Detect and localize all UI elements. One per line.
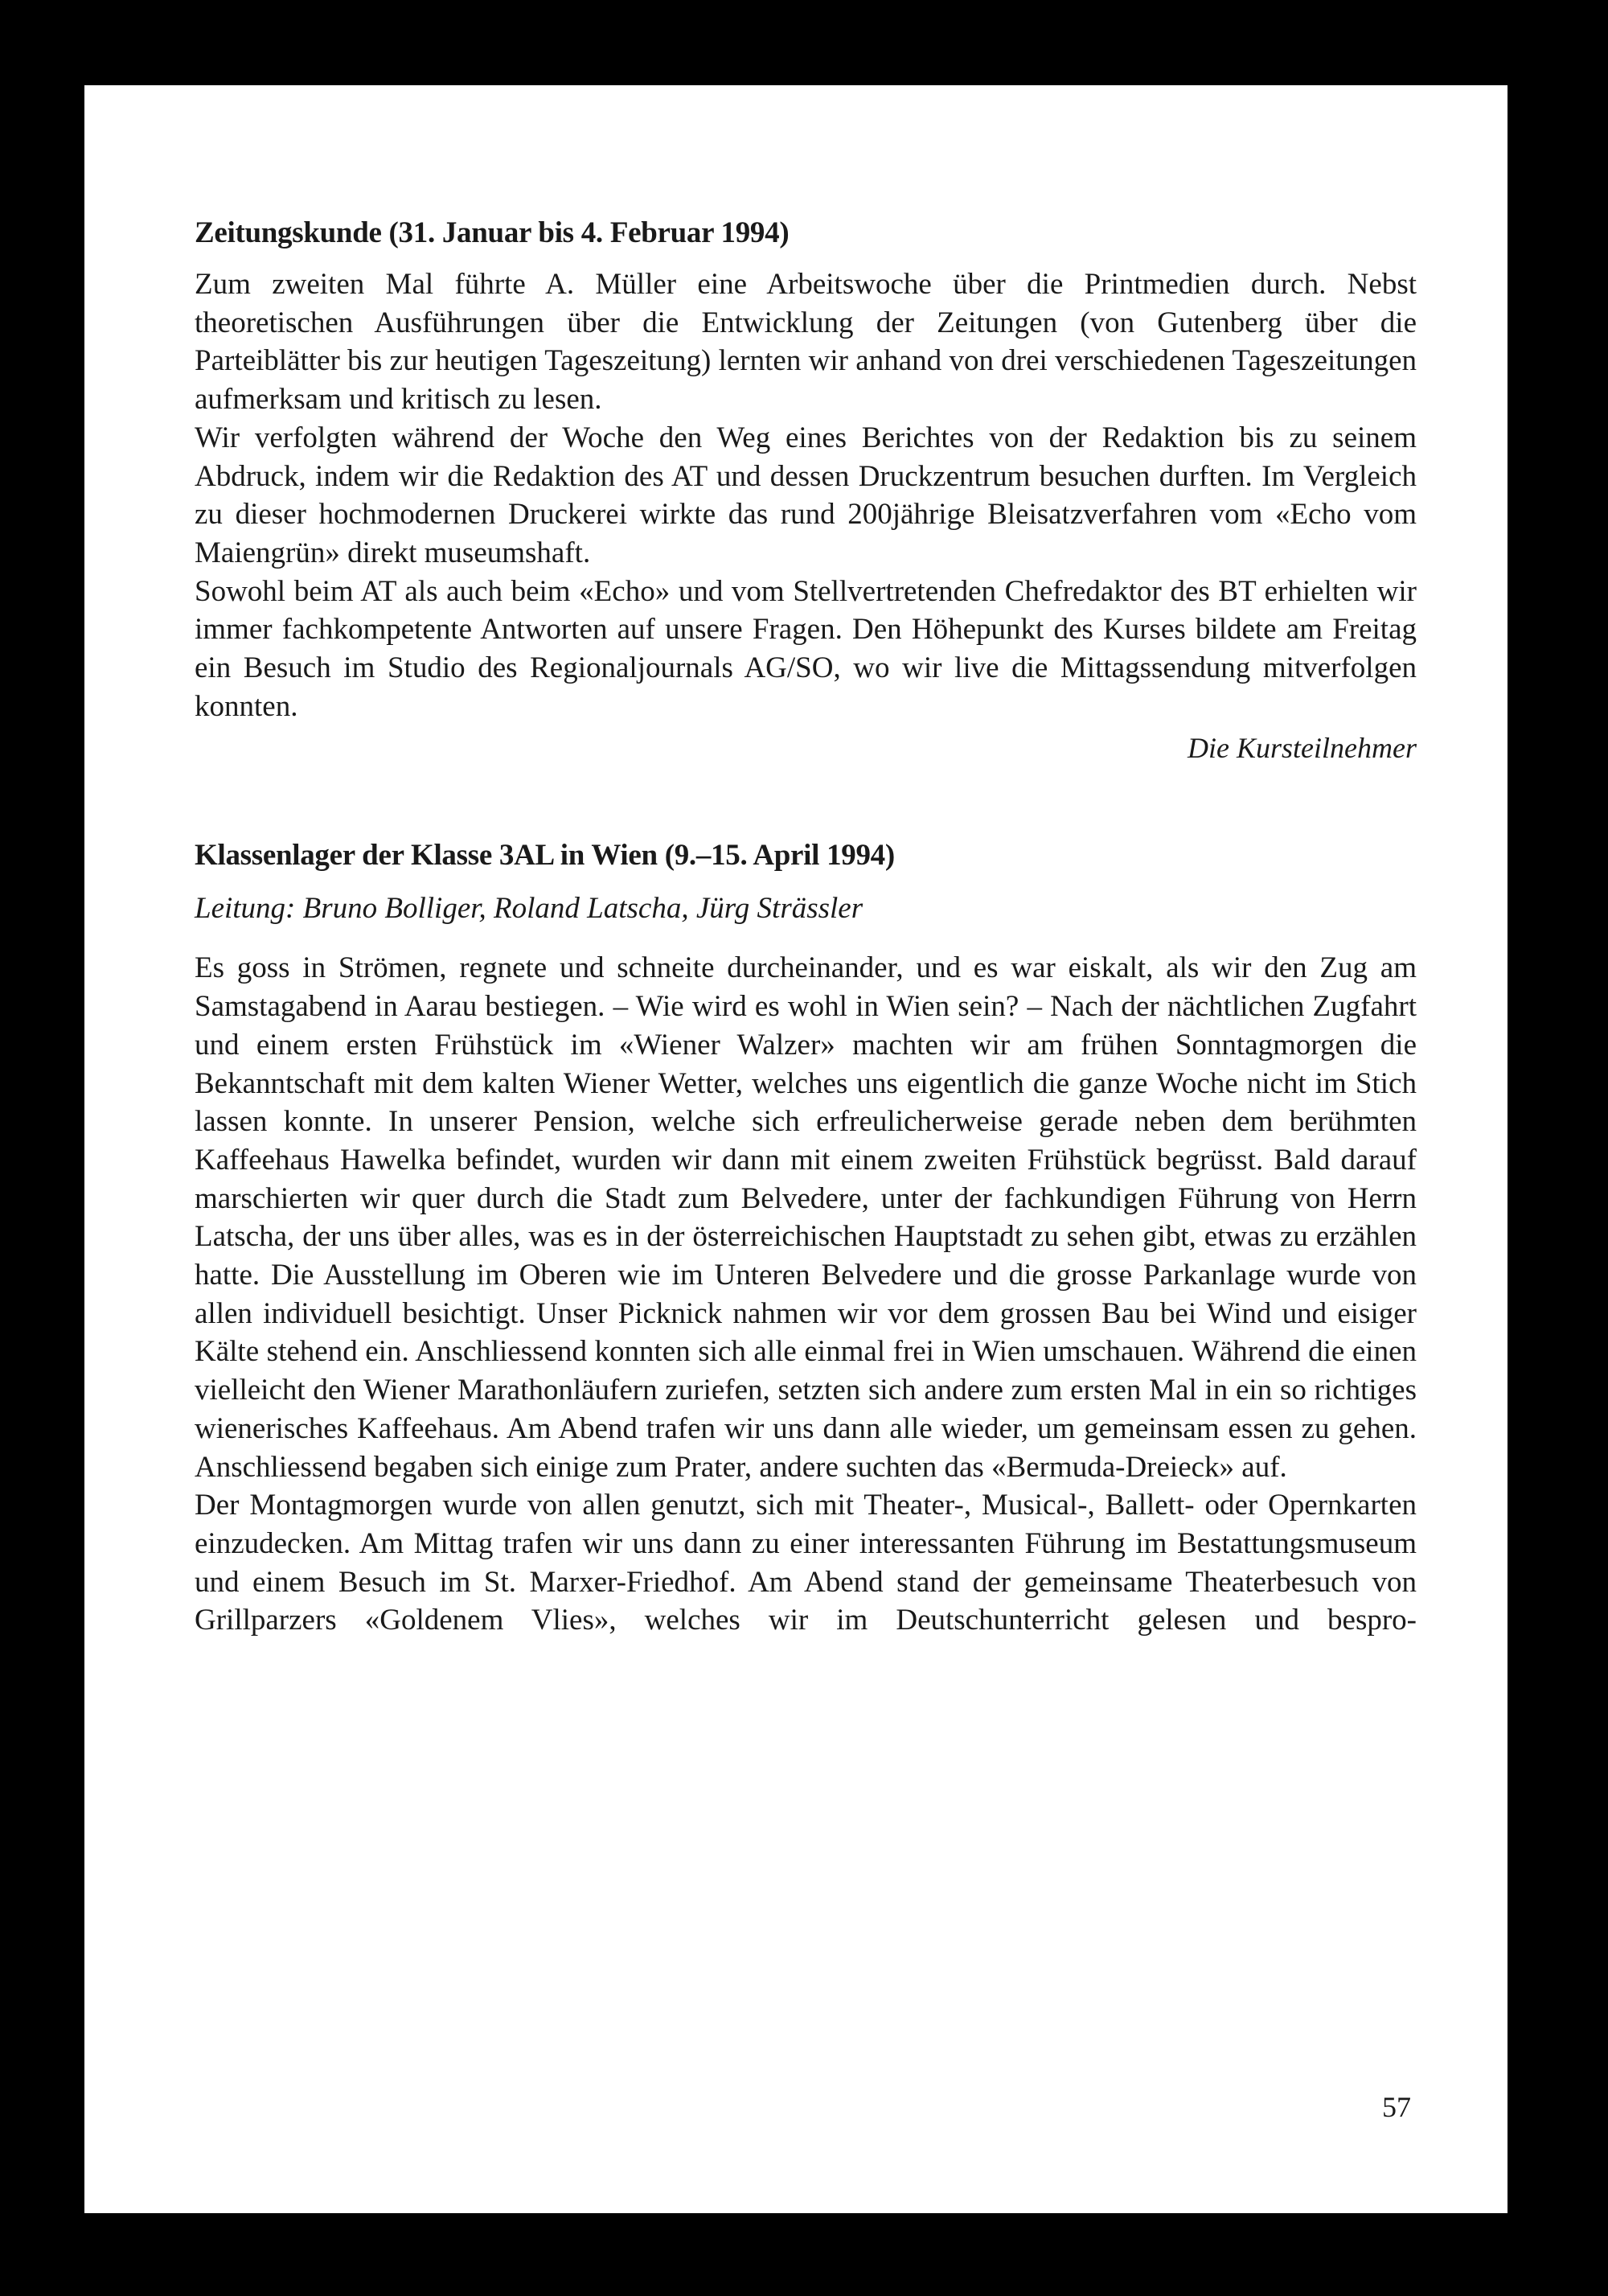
paragraph: Wir verfolgten während der Woche den Weg eines Berichtes von der Redaktion bis zu seinem Abdruck, indem wir die Redaktion des AT und dessen Druckzentrum besuchen durften. Im Vergleich zu dieser hochmodernen Druckerei wirkte das rund 200jährige Bleisatzverfahren vom «Echo vom Maiengrün» direkt museumshaft.: [195, 421, 1417, 569]
page-number: 57: [1382, 2091, 1411, 2123]
document-page: [84, 85, 1508, 2213]
paragraph: Zum zweiten Mal führte A. Müller eine Arbeitswoche über die Printmedien durch. Nebst theoretischen Ausführungen über die Entwicklung der Zeitungen (von Gutenberg über die Parteiblätter bis zur heutigen Tageszeitung) lernten wir anhand von drei verschiedenen Tageszeitungen aufmerksam und kritisch zu lesen.: [195, 268, 1417, 417]
paragraph: Der Montagmorgen wurde von allen genutzt, sich mit Theater-, Musical-, Ballett- oder Opernkarten einzudecken. Am Mittag trafen wir uns dann zu einer interessanten Führung im Bestattungsmuseum und einem Besuch im St. Marxer-Friedhof. Am Abend stand der gemeinsame Theaterbesuch von Grillparzers «Goldenem Vlies», welches wir im Deutschunterricht gelesen und bespro-: [195, 1489, 1417, 1637]
section-body: [195, 949, 1417, 1640]
signature: Die Kursteilnehmer: [1188, 732, 1417, 765]
paragraph: Sowohl beim AT als auch beim «Echo» und vom Stellvertretenden Chefredaktor des BT erhielten wir immer fachkompetente Antworten auf unsere Fragen. Den Höhepunkt des Kurses bildete am Freitag ein Besuch im Studio des Regionaljournals AG/SO, wo wir live die Mittagssendung mitverfolgen konnten.: [195, 574, 1417, 723]
section-title: Zeitungskunde (31. Januar bis 4. Februar 1994): [195, 216, 790, 249]
course-leaders: Leitung: Bruno Bolliger, Roland Latscha, Jürg Strässler: [195, 892, 863, 926]
page-content: [195, 214, 1417, 1640]
section-klassenlager: [195, 836, 1417, 1640]
section-zeitungskunde: [195, 214, 1417, 767]
section-title: Klassenlager der Klasse 3AL in Wien (9.–15. April 1994): [195, 839, 895, 873]
section-body: [195, 265, 1417, 725]
paragraph: Es goss in Strömen, regnete und schneite durcheinander, und es war eiskalt, als wir den Zug am Samstagabend in Aarau bestiegen. – Wie wird es wohl in Wien sein? – Nach der nächtlichen Zugfahrt und einem ersten Frühstück im «Wiener Walzer» machten wir am frühen Sonntagmorgen die Bekanntschaft mit dem kalten Wiener Wetter, welches uns eigentlich die ganze Woche nicht im Stich lassen konnte. In unserer Pension, welche sich erfreulicherweise gerade neben dem berühmten Kaffeehaus Hawelka befindet, wurden wir dann mit einem zweiten Frühstück begrüsst. Bald darauf marschierten wir quer durch die Stadt zum Belvedere, unter der fachkundigen Führung von Herrn Latscha, der uns über alles, was es in der österreichischen Hauptstadt zu sehen gibt, etwas zu erzählen hatte. Die Ausstellung im Oberen wie im Unteren Belvedere und die grosse Parkanlage wurde von allen individuell besichtigt. Unser Picknick nahmen wir vor dem grossen Bau bei Wind und eisiger Kälte stehend ein. Anschliessend konnten sich alle einmal frei in Wien umschauen. Während die einen vielleicht den Wiener Marathonläufern zuriefen, setzten sich andere zum ersten Mal in ein so richtiges wienerisches Kaffeehaus. Am Abend trafen wir uns dann alle wieder, um gemeinsam essen zu gehen. Anschliessend begaben sich einige zum Prater, andere suchten das «Bermuda-Dreieck» auf.: [195, 951, 1417, 1484]
